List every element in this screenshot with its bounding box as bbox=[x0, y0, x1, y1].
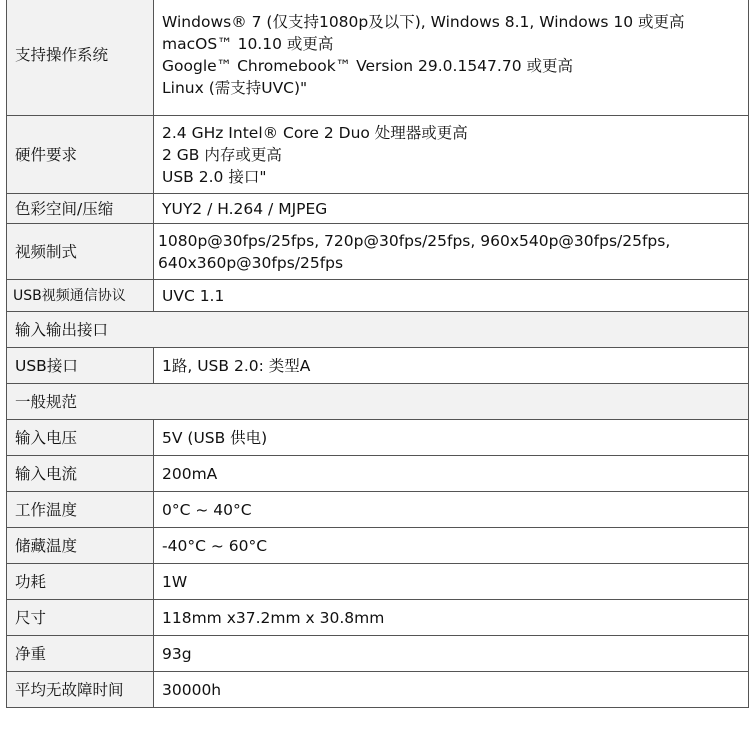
row-label-mtbf: 平均无故障时间 bbox=[7, 672, 154, 708]
video-format-line-2: 640x360p@30fps/25fps bbox=[158, 253, 344, 272]
os-line-windows: Windows® 7 (仅支持1080p及以下), Windows 8.1, Windows 10 或更高 bbox=[162, 13, 685, 31]
row-value-uvc: UVC 1.1 bbox=[154, 280, 749, 312]
table-row bbox=[7, 384, 749, 420]
row-value-storage-temp: -40°C ~ 60°C bbox=[154, 528, 749, 564]
row-label-input-current: 输入电流 bbox=[7, 456, 154, 492]
table-row bbox=[7, 0, 749, 116]
row-value-input-current: 200mA bbox=[154, 456, 749, 492]
table-row bbox=[7, 224, 749, 280]
table-row bbox=[7, 528, 749, 564]
row-label-os: 支持操作系统 bbox=[7, 0, 154, 116]
row-label-storage-temp: 储藏温度 bbox=[7, 528, 154, 564]
row-label-input-voltage: 输入电压 bbox=[7, 420, 154, 456]
row-label-video-format: 视频制式 bbox=[7, 224, 154, 280]
row-value-mtbf: 30000h bbox=[154, 672, 749, 708]
row-value-os bbox=[154, 0, 749, 116]
table-row bbox=[7, 116, 749, 194]
spec-table bbox=[6, 0, 749, 708]
os-line-macos: macOS™ 10.10 或更高 bbox=[162, 35, 334, 53]
os-line-chromebook: Google™ Chromebook™ Version 29.0.1547.70 或更高 bbox=[162, 57, 573, 75]
row-value-dimensions: 118mm x37.2mm x 30.8mm bbox=[154, 600, 749, 636]
table-row bbox=[7, 420, 749, 456]
row-value-usb-port: 1路, USB 2.0: 类型A bbox=[154, 348, 749, 384]
table-row bbox=[7, 280, 749, 312]
os-line-linux: Linux (需支持UVC)" bbox=[162, 79, 308, 97]
hardware-line-cpu: 2.4 GHz Intel® Core 2 Duo 处理器或更高 bbox=[162, 123, 468, 142]
row-label-net-weight: 净重 bbox=[7, 636, 154, 672]
row-value-net-weight: 93g bbox=[154, 636, 749, 672]
hardware-line-memory: 2 GB 内存或更高 bbox=[162, 145, 282, 164]
row-value-operating-temp: 0°C ~ 40°C bbox=[154, 492, 749, 528]
row-label-hardware: 硬件要求 bbox=[7, 116, 154, 194]
table-row bbox=[7, 636, 749, 672]
row-label-dimensions: 尺寸 bbox=[7, 600, 154, 636]
row-value-video-format bbox=[154, 224, 749, 280]
row-label-power: 功耗 bbox=[7, 564, 154, 600]
row-label-colorspace: 色彩空间/压缩 bbox=[7, 194, 154, 224]
table-row bbox=[7, 348, 749, 384]
section-heading-io: 输入输出接口 bbox=[7, 312, 749, 348]
table-row bbox=[7, 312, 749, 348]
table-row bbox=[7, 600, 749, 636]
table-row bbox=[7, 492, 749, 528]
table-row bbox=[7, 194, 749, 224]
table-row bbox=[7, 456, 749, 492]
row-label-uvc: USB视频通信协议 bbox=[7, 280, 154, 312]
row-label-operating-temp: 工作温度 bbox=[7, 492, 154, 528]
row-value-colorspace: YUY2 / H.264 / MJPEG bbox=[154, 194, 749, 224]
hardware-line-usb: USB 2.0 接口" bbox=[162, 167, 267, 186]
table-row bbox=[7, 564, 749, 600]
section-heading-general: 一般规范 bbox=[7, 384, 749, 420]
video-format-line-1: 1080p@30fps/25fps, 720p@30fps/25fps, 960x540p@30fps/25fps, bbox=[158, 231, 671, 250]
row-value-power: 1W bbox=[154, 564, 749, 600]
table-row bbox=[7, 672, 749, 708]
row-label-usb-port: USB接口 bbox=[7, 348, 154, 384]
row-value-input-voltage: 5V (USB 供电) bbox=[154, 420, 749, 456]
row-value-hardware bbox=[154, 116, 749, 194]
